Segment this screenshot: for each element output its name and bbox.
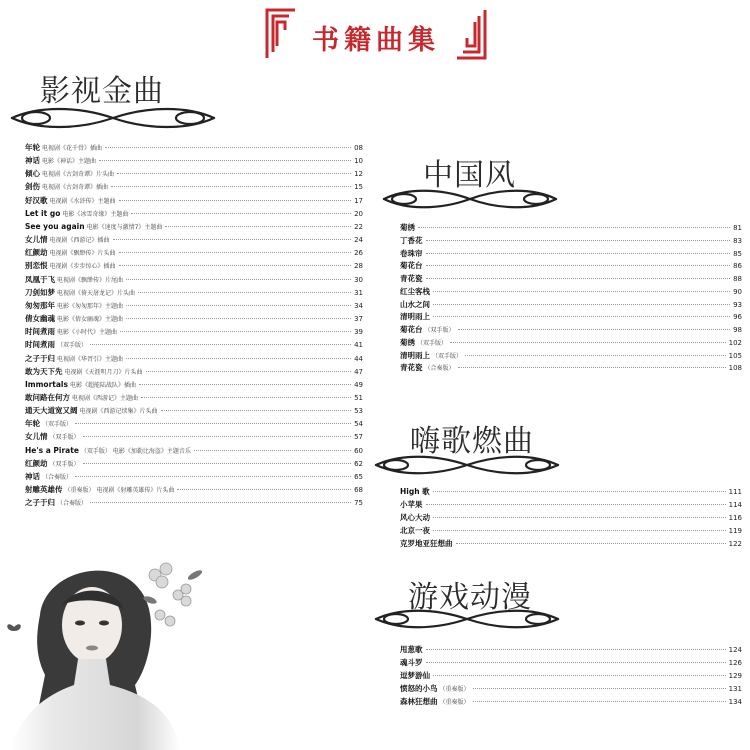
toc-entry[interactable]	[25, 259, 363, 272]
entry-title: 丁香花	[400, 235, 423, 245]
section-title-games: 游戏动漫	[408, 580, 532, 615]
entry-note: 电视剧《飘缈传》片头曲	[49, 250, 116, 258]
entry-page-number: 39	[354, 328, 363, 337]
entry-page-number: 134	[728, 698, 742, 706]
dot-leader	[161, 410, 352, 411]
dot-leader	[119, 252, 352, 253]
toc-entry[interactable]	[400, 669, 742, 682]
entry-page-number: 26	[354, 249, 363, 258]
entry-note: （双手版）	[57, 342, 88, 350]
entry-page-number: 60	[354, 446, 363, 455]
entry-page-number: 22	[354, 222, 363, 231]
dot-leader	[456, 543, 726, 544]
entry-page-number: 49	[354, 380, 363, 389]
entry-title: Immortals	[25, 379, 68, 389]
entry-note: 电视剧《花千骨》插曲	[42, 145, 103, 152]
entry-title: 年轮	[25, 143, 40, 152]
entry-title: 逗梦游仙	[400, 671, 430, 680]
entry-title: 克罗地亚狂想曲	[400, 539, 453, 548]
entry-page-number: 93	[733, 300, 742, 309]
entry-note: 电影《匆匆那年》主题曲	[57, 302, 124, 310]
dot-leader	[433, 491, 726, 492]
entry-page-number: 15	[354, 183, 363, 192]
entry-note: （重奏版）	[439, 686, 470, 693]
toc-entry[interactable]	[25, 325, 363, 338]
entry-page-number: 12	[354, 170, 363, 179]
toc-entry[interactable]	[400, 323, 742, 336]
entry-title: 别恋恨	[25, 261, 48, 271]
entry-title: 清明雨上	[400, 312, 430, 322]
dot-leader	[111, 186, 351, 187]
toc-entry[interactable]	[25, 286, 363, 299]
entry-title: 之子于归	[25, 498, 55, 508]
toc-entry[interactable]	[25, 338, 363, 351]
dot-leader	[465, 355, 726, 356]
dot-leader	[126, 358, 351, 359]
entry-page-number: 105	[728, 351, 742, 360]
entry-title: 敢为天下先	[25, 366, 63, 376]
entry-note: 电影《冰雪奇缘》主题曲	[62, 210, 129, 218]
entry-note: （重奏版）	[439, 699, 470, 706]
entry-page-number: 83	[733, 236, 742, 245]
entry-page-number: 81	[733, 224, 742, 232]
entry-title: 愤怒的小鸟	[400, 684, 438, 693]
dot-leader	[126, 279, 351, 280]
entry-title: 匆匆那年	[25, 300, 55, 310]
entry-title: 红颜劫	[25, 248, 48, 258]
toc-entry[interactable]	[25, 167, 363, 180]
dot-leader	[117, 173, 351, 174]
entry-title: 青花瓷	[400, 274, 423, 283]
entry-title: 山水之间	[400, 299, 430, 309]
dot-leader	[426, 240, 731, 241]
entry-note: （双手版）	[49, 434, 80, 442]
entry-note: （合奏版）	[57, 500, 88, 508]
entry-page-number: 68	[354, 486, 363, 495]
entry-note: 电视剧《步步惊心》插曲	[49, 263, 116, 271]
dot-leader	[75, 476, 351, 477]
entry-title: 倾心	[25, 169, 40, 179]
dot-leader	[126, 318, 351, 319]
dot-leader	[131, 213, 351, 214]
dot-leader	[426, 265, 731, 266]
entry-note: 电视剧《水浒传》主题曲	[49, 197, 116, 205]
dot-leader	[83, 463, 352, 464]
dot-leader	[473, 701, 726, 702]
toc-entry[interactable]	[400, 298, 742, 311]
toc-entry[interactable]	[400, 643, 742, 656]
entry-note: （双手版）	[42, 421, 73, 429]
dot-leader	[139, 384, 351, 385]
entry-note: 电视剧《古剑奇谭》插曲	[42, 184, 109, 192]
entry-title: 清明雨上	[400, 350, 430, 360]
entry-page-number: 10	[354, 157, 363, 166]
entry-page-number: 24	[354, 236, 363, 245]
entry-page-number: 57	[354, 433, 363, 442]
entry-title: 射雕英雄传	[25, 485, 63, 495]
toc-entry[interactable]	[400, 682, 742, 695]
entry-page-number: 122	[728, 540, 742, 548]
entry-page-number: 30	[354, 275, 363, 284]
dot-leader	[433, 530, 726, 531]
entry-title: 甩葱歌	[400, 645, 423, 654]
entry-page-number: 47	[354, 367, 363, 376]
entry-title: 菊绣	[400, 337, 415, 347]
dot-leader	[426, 504, 726, 505]
toc-entry[interactable]	[25, 404, 363, 417]
toc-entry[interactable]	[25, 470, 363, 483]
entry-note: 电视剧《倚天屠龙记》片头曲	[57, 289, 136, 297]
entry-title: 卷珠帘	[400, 248, 423, 258]
entry-note: （合奏版）	[42, 473, 73, 481]
toc-entry[interactable]	[400, 336, 742, 349]
entry-page-number: 98	[733, 326, 742, 334]
section-title-film: 影视金曲	[40, 74, 164, 109]
toc-list-chinese	[400, 221, 742, 374]
entry-note: 电影《倩女幽魂》主题曲	[57, 316, 124, 324]
toc-entry[interactable]	[25, 496, 363, 509]
entry-page-number: 34	[354, 301, 363, 310]
entry-note: 电视剧《华胥引》主题曲	[57, 355, 124, 363]
entry-page-number: 126	[728, 659, 742, 667]
dot-leader	[433, 304, 730, 305]
entry-title: 时间煮雨	[25, 327, 55, 337]
entry-note: （双手版）	[424, 327, 455, 334]
entry-page-number: 85	[733, 249, 742, 258]
entry-title: 年轮	[25, 419, 40, 429]
entry-note: 电影《小时代》主题曲	[57, 329, 118, 337]
entry-page-number: 31	[354, 288, 363, 297]
entry-page-number: 17	[354, 196, 363, 205]
dot-leader	[120, 331, 351, 332]
entry-page-number: 96	[733, 313, 742, 322]
toc-entry[interactable]	[400, 310, 742, 323]
toc-entry[interactable]	[25, 378, 363, 391]
flourish-divider-icon	[372, 452, 562, 478]
toc-entry[interactable]	[400, 498, 742, 511]
entry-note: （合奏版）	[424, 365, 455, 373]
entry-title: 神话	[25, 471, 40, 481]
dot-leader	[433, 291, 730, 292]
dot-leader	[177, 489, 351, 490]
dot-leader	[113, 239, 352, 240]
entry-page-number: 37	[354, 315, 363, 324]
dot-leader	[105, 147, 351, 148]
toc-entry[interactable]	[25, 154, 363, 167]
dot-leader	[426, 253, 731, 254]
toc-list-party	[400, 485, 742, 550]
entry-page-number: 111	[728, 488, 742, 496]
dot-leader	[99, 160, 351, 161]
entry-page-number: 54	[354, 420, 363, 429]
entry-title: 剑伤	[25, 182, 40, 192]
entry-note: 电影《神话》主题曲	[42, 158, 97, 166]
toc-entry[interactable]	[400, 285, 742, 298]
toc-entry[interactable]	[25, 444, 363, 457]
entry-title: 魂斗罗	[400, 658, 423, 667]
entry-note: 电视剧《古剑奇谭》片头曲	[42, 171, 115, 179]
entry-title: 刀剑如梦	[25, 287, 55, 297]
entry-title: 青花瓷	[400, 363, 423, 373]
page-title: 书籍曲集	[312, 25, 440, 56]
toc-entry[interactable]	[400, 511, 742, 524]
dot-leader	[165, 226, 351, 227]
entry-note: （双手版）	[417, 339, 448, 347]
entry-note: （双手版）	[432, 352, 463, 360]
toc-entry[interactable]	[400, 349, 742, 362]
entry-page-number: 88	[733, 275, 742, 283]
entry-title: High 歌	[400, 487, 430, 496]
entry-note: 电视剧《西游记》插曲	[49, 237, 110, 245]
dot-leader	[90, 344, 351, 345]
entry-page-number: 114	[728, 501, 742, 509]
dot-leader	[433, 316, 730, 317]
dot-leader	[426, 649, 726, 650]
dot-leader	[418, 227, 730, 228]
entry-title: 倩女幽魂	[25, 314, 55, 324]
entry-note: 电视剧《西游记》主题曲	[72, 394, 139, 402]
toc-entry[interactable]	[400, 234, 742, 247]
entry-title: 菊绣	[400, 223, 415, 232]
entry-note: （双手版）	[49, 460, 80, 468]
dot-leader	[194, 450, 351, 451]
entry-note: （双手版） 电影《加勒比海盗》主题音乐	[80, 447, 191, 455]
entry-title: 小苹果	[400, 500, 423, 509]
entry-page-number: 124	[728, 646, 742, 654]
flourish-divider-icon	[380, 186, 560, 212]
toc-entry[interactable]	[25, 207, 363, 220]
toc-entry[interactable]	[400, 524, 742, 537]
entry-title: 女儿情	[25, 235, 48, 245]
entry-page-number: 119	[728, 527, 742, 535]
dot-leader	[426, 662, 726, 663]
toc-entry[interactable]	[25, 457, 363, 470]
dot-leader	[141, 397, 351, 398]
entry-page-number: 116	[728, 514, 742, 522]
entry-page-number: 53	[354, 407, 363, 416]
flourish-divider-icon	[372, 606, 562, 632]
entry-title: 菊花台	[400, 261, 423, 271]
toc-entry[interactable]	[400, 656, 742, 669]
toc-entry[interactable]	[400, 272, 742, 285]
toc-entry[interactable]	[400, 247, 742, 260]
entry-title: 红颜劫	[25, 458, 48, 468]
dot-leader	[473, 688, 726, 689]
entry-title: 之子于归	[25, 353, 55, 363]
toc-entry[interactable]	[25, 417, 363, 430]
entry-page-number: 62	[354, 459, 363, 468]
section-title-party: 嗨歌燃曲	[410, 424, 534, 459]
toc-entry[interactable]	[25, 430, 363, 443]
toc-entry[interactable]	[25, 220, 363, 233]
entry-title: 女儿情	[25, 432, 48, 442]
toc-entry[interactable]	[25, 299, 363, 312]
entry-title: Let it go	[25, 208, 61, 218]
entry-title: 森林狂想曲	[400, 697, 438, 706]
dot-leader	[433, 517, 726, 518]
toc-list-film	[25, 141, 363, 509]
toc-entry[interactable]	[25, 194, 363, 207]
dot-leader	[83, 436, 352, 437]
entry-page-number: 41	[354, 341, 363, 350]
butterfly-icon	[7, 624, 21, 631]
section-title-chinese: 中国风	[423, 158, 516, 193]
toc-entry[interactable]	[25, 483, 363, 496]
toc-entry[interactable]	[400, 485, 742, 498]
dot-leader	[126, 305, 351, 306]
entry-page-number: 44	[354, 354, 363, 363]
toc-entry[interactable]	[400, 259, 742, 272]
entry-page-number: 129	[728, 672, 742, 680]
entry-page-number: 28	[354, 262, 363, 271]
toc-entry[interactable]	[25, 273, 363, 286]
portrait-illustration	[0, 555, 240, 750]
entry-page-number: 08	[354, 144, 363, 152]
toc-entry[interactable]	[25, 233, 363, 246]
dot-leader	[119, 200, 352, 201]
entry-title: 北京一夜	[400, 526, 430, 535]
toc-entry[interactable]	[25, 180, 363, 193]
toc-entry[interactable]	[25, 391, 363, 404]
entry-title: 通天大道宽又阔	[25, 406, 78, 416]
entry-page-number: 90	[733, 287, 742, 296]
entry-note: （重奏版） 电视剧《射雕英雄传》片头曲	[64, 487, 175, 495]
flourish-divider-icon	[8, 104, 218, 132]
entry-title: 时间煮雨	[25, 340, 55, 350]
entry-note: 电影《超能陆战队》插曲	[69, 381, 136, 389]
dot-leader	[450, 342, 726, 343]
toc-entry[interactable]	[25, 312, 363, 325]
entry-page-number: 86	[733, 262, 742, 271]
dot-leader	[146, 371, 352, 372]
toc-entry[interactable]	[25, 352, 363, 365]
dot-leader	[119, 265, 352, 266]
entry-page-number: 20	[354, 209, 363, 218]
entry-page-number: 131	[728, 685, 742, 693]
entry-page-number: 65	[354, 472, 363, 481]
entry-note: 电视剧《天涯明月刀》片头曲	[64, 368, 143, 376]
toc-entry[interactable]	[25, 365, 363, 378]
entry-title: 凤凰于飞	[25, 274, 55, 284]
dot-leader	[90, 502, 351, 503]
toc-entry[interactable]	[400, 221, 742, 234]
dot-leader	[458, 329, 731, 330]
entry-page-number: 75	[354, 499, 363, 508]
entry-title: 风心大动	[400, 513, 430, 522]
toc-list-games	[400, 643, 742, 708]
entry-title: He's a Pirate	[25, 445, 79, 455]
entry-page-number: 108	[728, 364, 742, 373]
entry-page-number: 102	[728, 338, 742, 347]
entry-title: 菊花台	[400, 325, 423, 334]
toc-entry[interactable]	[400, 537, 742, 550]
dot-leader	[458, 367, 726, 368]
entry-title: 好汉歌	[25, 195, 48, 205]
entry-title: See you again	[25, 221, 85, 231]
entry-note: 电影《速度与激情7》主题曲	[86, 223, 163, 231]
dot-leader	[75, 423, 351, 424]
dot-leader	[433, 675, 726, 676]
toc-entry[interactable]	[25, 141, 363, 154]
toc-entry[interactable]	[400, 695, 742, 708]
entry-page-number: 51	[354, 393, 363, 402]
entry-title: 神话	[25, 156, 40, 166]
dot-leader	[138, 292, 351, 293]
entry-title: 敢问路在何方	[25, 392, 70, 402]
toc-entry[interactable]	[400, 361, 742, 374]
entry-title: 红尘客栈	[400, 286, 430, 296]
dot-leader	[426, 278, 731, 279]
toc-entry[interactable]	[25, 246, 363, 259]
entry-note: 电视剧《飘缈传》片尾曲	[57, 276, 124, 284]
entry-note: 电视剧《西游记续集》片头曲	[79, 408, 158, 416]
page-header	[265, 6, 487, 62]
